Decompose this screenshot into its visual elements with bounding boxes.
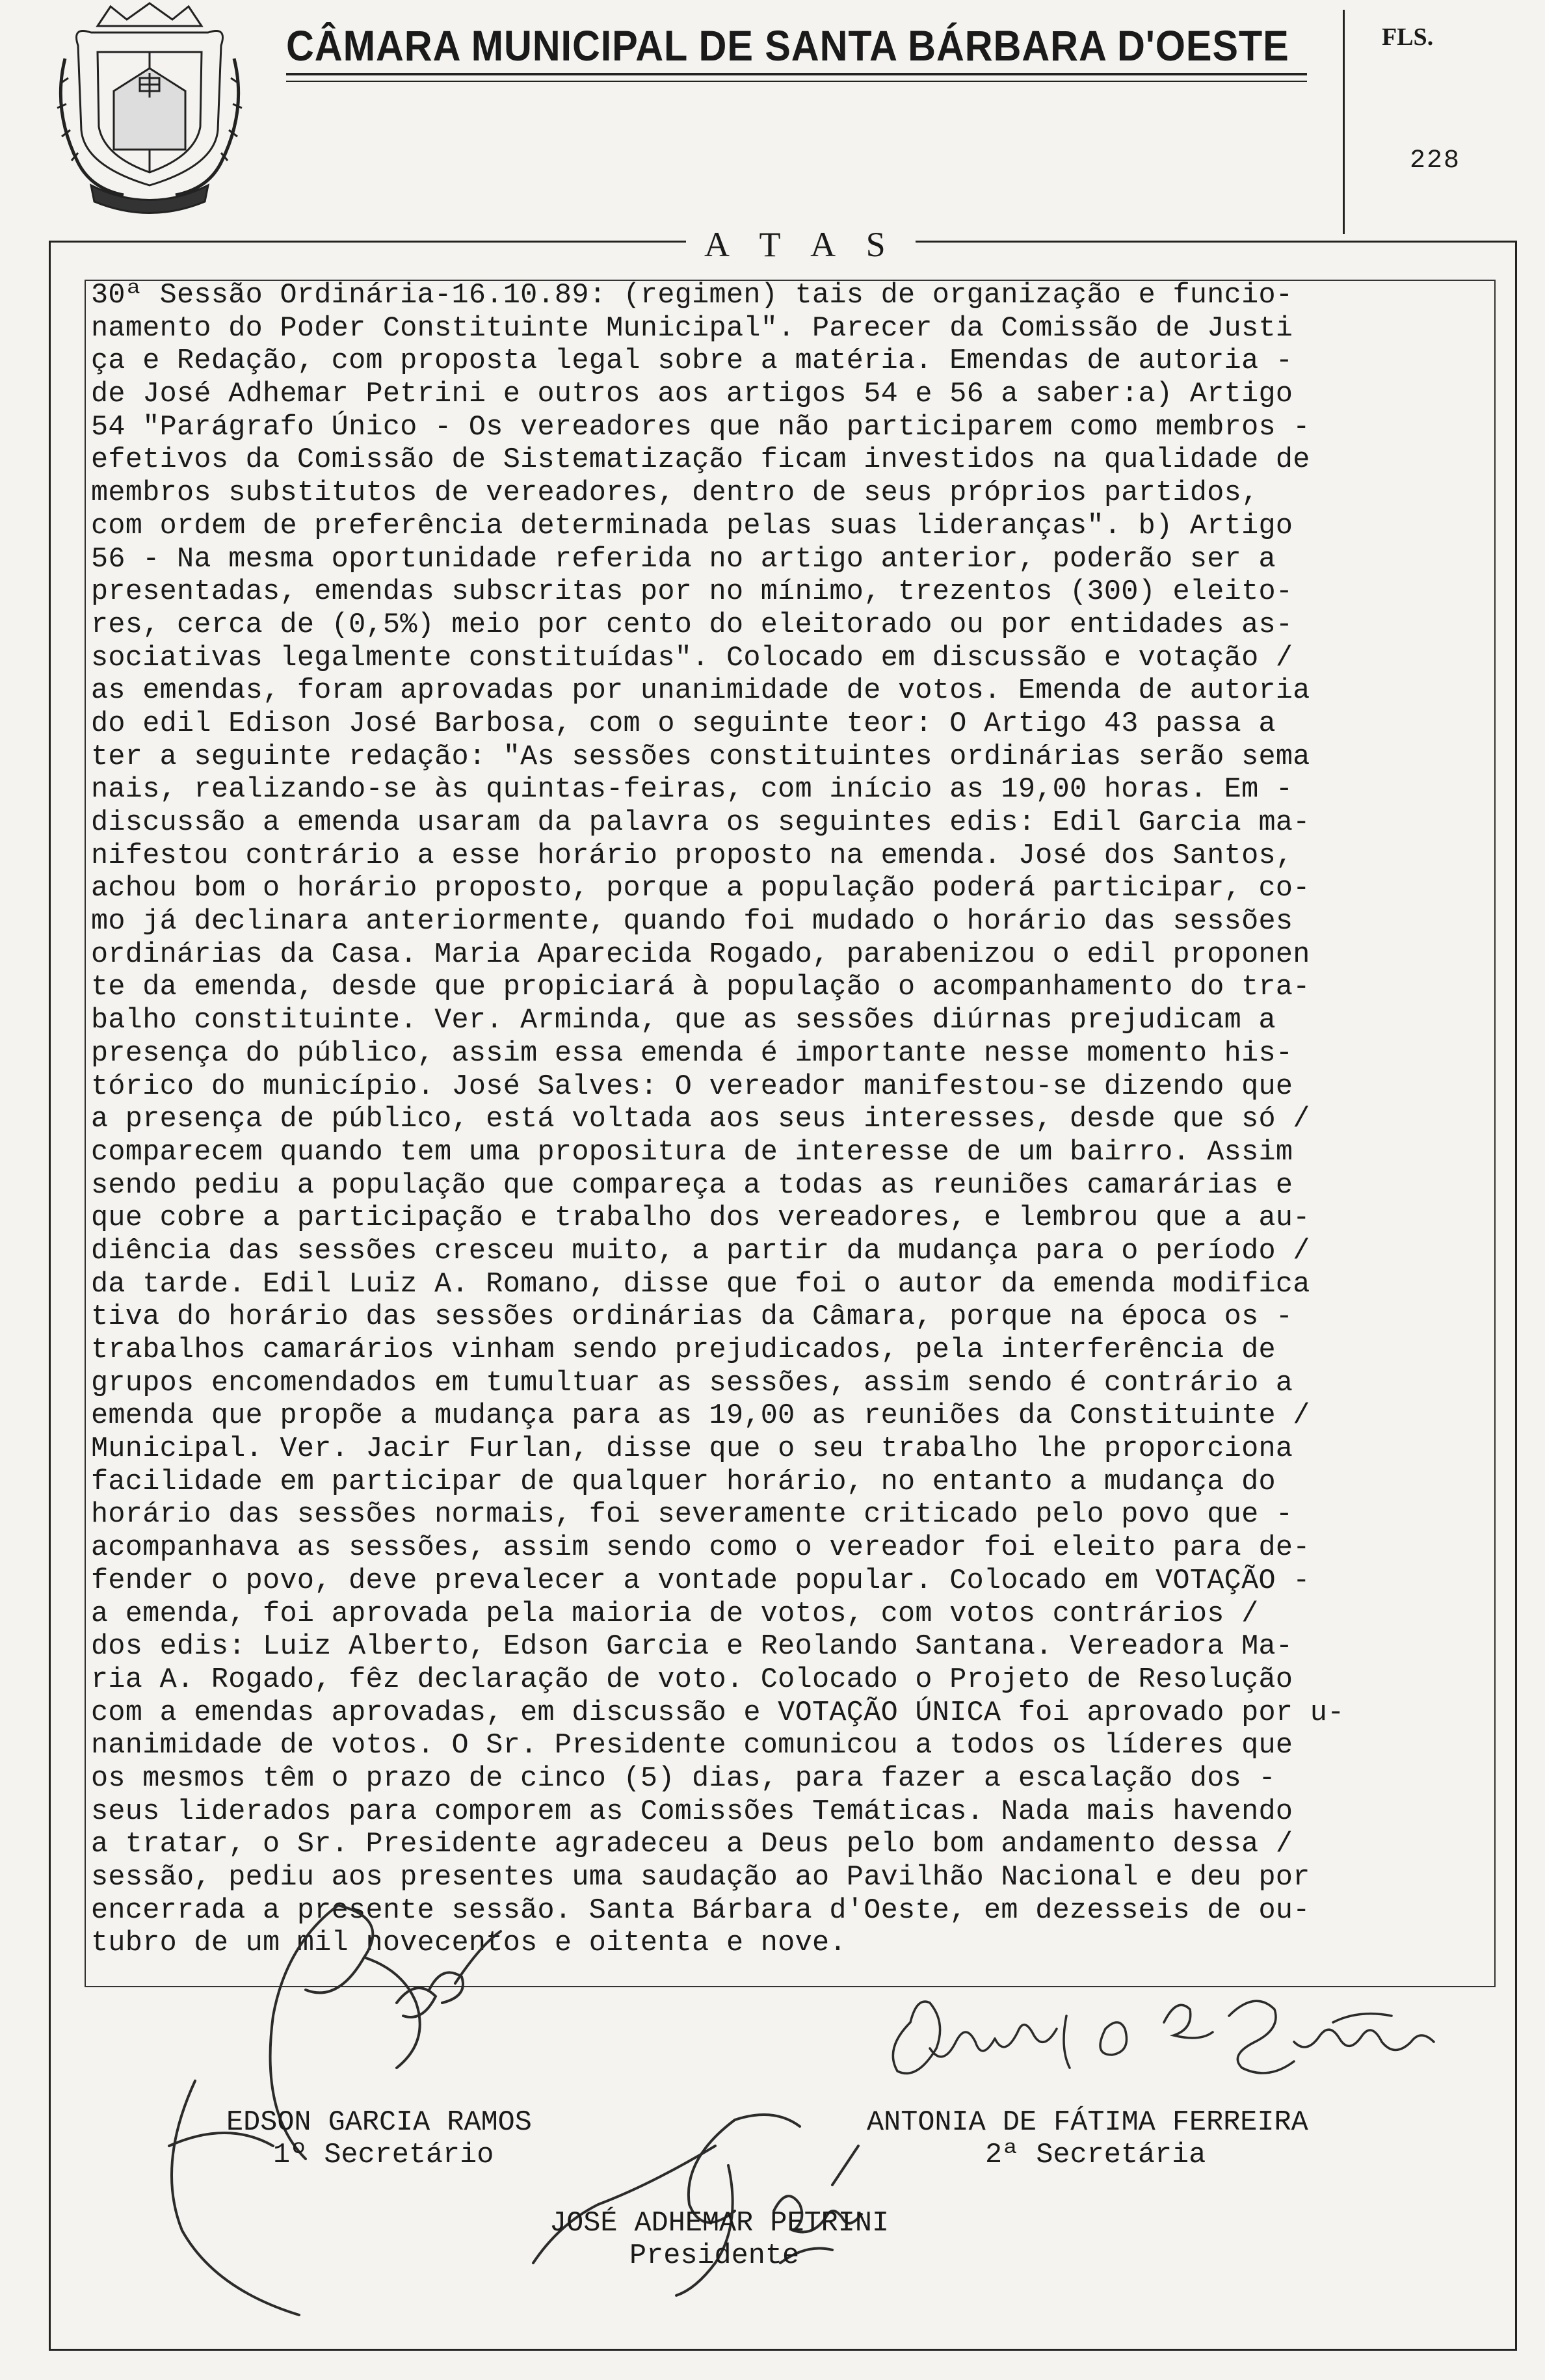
minutes-line: a presença de público, está voltada aos seus interesses, desde que só / bbox=[91, 1104, 1310, 1136]
minutes-line: membros substitutos de vereadores, dentro de seus próprios partidos, bbox=[91, 477, 1259, 510]
minutes-line: diência das sessões cresceu muito, a partir da mudança para o período / bbox=[91, 1235, 1310, 1267]
minutes-line: comparecem quando tem uma propositura de interesse de um bairro. Assim bbox=[91, 1136, 1293, 1169]
minutes-line: sendo pediu a população que compareça a todas as reuniões camarárias e bbox=[91, 1169, 1293, 1202]
minutes-line: de José Adhemar Petrini e outros aos artigos 54 e 56 a saber:a) Artigo bbox=[91, 378, 1293, 411]
header-divider bbox=[1343, 10, 1345, 234]
minutes-line: horário das sessões normais, foi severamente criticado pelo povo que - bbox=[91, 1499, 1293, 1531]
minutes-line: ter a seguinte redação: "As sessões constituintes ordinárias serão sema bbox=[91, 741, 1310, 773]
minutes-line: res, cerca de (0,5%) meio por cento do eleitorado ou por entidades as- bbox=[91, 609, 1293, 641]
minutes-line: achou bom o horário proposto, porque a população poderá participar, co- bbox=[91, 873, 1310, 905]
minutes-line: com ordem de preferência determinada pelas suas lideranças". b) Artigo bbox=[91, 510, 1293, 542]
minutes-line: seus liderados para comporem as Comissões Temáticas. Nada mais havendo bbox=[91, 1795, 1293, 1828]
minutes-line: a tratar, o Sr. Presidente agradeceu a Deus pelo bom andamento dessa / bbox=[91, 1829, 1293, 1861]
minutes-line: ria A. Rogado, fêz declaração de voto. Colocado o Projeto de Resolução bbox=[91, 1663, 1293, 1696]
minutes-line: presença do público, assim essa emenda é importante nesse momento his- bbox=[91, 1037, 1293, 1070]
minutes-line: as emendas, foram aprovadas por unanimidade de votos. Emenda de autoria bbox=[91, 675, 1310, 707]
minutes-line: acompanhava as sessões, assim sendo como o vereador foi eleito para de- bbox=[91, 1532, 1310, 1565]
minutes-line: namento do Poder Constituinte Municipal". Parecer da Comissão de Justi bbox=[91, 312, 1293, 345]
minutes-line: dos edis: Luiz Alberto, Edson Garcia e Reolando Santana. Vereadora Ma- bbox=[91, 1631, 1293, 1663]
minutes-line: que cobre a participação e trabalho dos vereadores, e lembrou que a au- bbox=[91, 1202, 1310, 1235]
municipal-coat-of-arms-icon bbox=[52, 0, 247, 215]
minutes-line: sociativas legalmente constituídas". Colocado em discussão e votação / bbox=[91, 642, 1293, 674]
signatory-name: JOSÉ ADHEMAR PETRINI bbox=[549, 2208, 890, 2240]
minutes-line: nanimidade de votos. O Sr. Presidente comunicou a todos os líderes que bbox=[91, 1730, 1293, 1762]
minutes-line: te da emenda, desde que propiciará à população o acompanhamento do tra- bbox=[91, 972, 1310, 1004]
minutes-line: ça e Redação, com proposta legal sobre a matéria. Emendas de autoria - bbox=[91, 345, 1293, 378]
minutes-line: com a emendas aprovadas, em discussão e VOTAÇÃO ÚNICA foi aprovado por u- bbox=[91, 1697, 1345, 1729]
minutes-line: balho constituinte. Ver. Arminda, que as sessões diúrnas prejudicam a bbox=[91, 1005, 1276, 1037]
minutes-line: emenda que propõe a mudança para as 19,00 as reuniões da Constituinte / bbox=[91, 1400, 1310, 1433]
page-number: 228 bbox=[1410, 146, 1461, 176]
title-rule bbox=[286, 73, 1307, 75]
minutes-line: os mesmos têm o prazo de cinco (5) dias, para fazer a escalação dos - bbox=[91, 1762, 1276, 1795]
minutes-line: tiva do horário das sessões ordinárias da Câmara, porque na época os - bbox=[91, 1301, 1293, 1334]
section-heading: A T A S bbox=[686, 224, 916, 265]
minutes-line: a emenda, foi aprovada pela maioria de votos, com votos contrários / bbox=[91, 1598, 1259, 1630]
signatory-role: 1º Secretário bbox=[273, 2139, 494, 2171]
minutes-body bbox=[91, 280, 1496, 1961]
minutes-line: da tarde. Edil Luiz A. Romano, disse que foi o autor da emenda modifica bbox=[91, 1268, 1310, 1301]
minutes-line: efetivos da Comissão de Sistematização ficam investidos na qualidade de bbox=[91, 444, 1310, 477]
minutes-line: tórico do município. José Salves: O vereador manifestou-se dizendo que bbox=[91, 1070, 1293, 1103]
minutes-line: fender o povo, deve prevalecer a vontade popular. Colocado em VOTAÇÃO - bbox=[91, 1565, 1310, 1597]
signatory-name: EDSON GARCIA RAMOS bbox=[226, 2107, 532, 2139]
institution-title: CÂMARA MUNICIPAL DE SANTA BÁRBARA D'OESTE bbox=[286, 21, 1289, 70]
minutes-line: do edil Edison José Barbosa, com o seguinte teor: O Artigo 43 passa a bbox=[91, 707, 1276, 740]
minutes-line: nais, realizando-se às quintas-feiras, com início as 19,00 horas. Em - bbox=[91, 774, 1293, 806]
minutes-line: facilidade em participar de qualquer horário, no entanto a mudança do bbox=[91, 1466, 1276, 1498]
minutes-line: presentadas, emendas subscritas por no mínimo, trezentos (300) eleito- bbox=[91, 576, 1293, 609]
title-rule-thin bbox=[286, 81, 1307, 82]
minutes-line: ordinárias da Casa. Maria Aparecida Rogado, parabenizou o edil proponen bbox=[91, 938, 1310, 971]
minutes-line: sessão, pediu aos presentes uma saudação ao Pavilhão Nacional e deu por bbox=[91, 1862, 1310, 1894]
minutes-line: mo já declinara anteriormente, quando foi mudado o horário das sessões bbox=[91, 906, 1293, 938]
signatory-role: 2ª Secretária bbox=[985, 2139, 1206, 2171]
minutes-line: grupos encomendados em tumultuar as sessões, assim sendo é contrário a bbox=[91, 1367, 1293, 1399]
minutes-line: tubro de um mil novecentos e oitenta e nove. bbox=[91, 1927, 847, 1960]
minutes-line: Municipal. Ver. Jacir Furlan, disse que o seu trabalho lhe proporciona bbox=[91, 1433, 1293, 1466]
minutes-line: discussão a emenda usaram da palavra os seguintes edis: Edil Garcia ma- bbox=[91, 807, 1310, 839]
signatory-role: Presidente bbox=[629, 2240, 800, 2272]
minutes-line: 56 - Na mesma oportunidade referida no artigo anterior, poderão ser a bbox=[91, 543, 1276, 575]
signatory-name: ANTONIA DE FÁTIMA FERREIRA bbox=[867, 2107, 1308, 2139]
minutes-line: trabalhos camarários vinham sendo prejudicados, pela interferência de bbox=[91, 1334, 1276, 1366]
minutes-line: nifestou contrário a esse horário proposto na emenda. José dos Santos, bbox=[91, 840, 1293, 872]
minutes-line: 54 "Parágrafo Único - Os vereadores que não participarem como membros - bbox=[91, 411, 1310, 443]
minutes-line: encerrada a presente sessão. Santa Bárbara d'Oeste, em dezesseis de ou- bbox=[91, 1894, 1310, 1927]
minutes-line: 30ª Sessão Ordinária-16.10.89: (regimen) tais de organização e funcio- bbox=[91, 280, 1293, 311]
fls-label: FLS. bbox=[1382, 23, 1434, 51]
